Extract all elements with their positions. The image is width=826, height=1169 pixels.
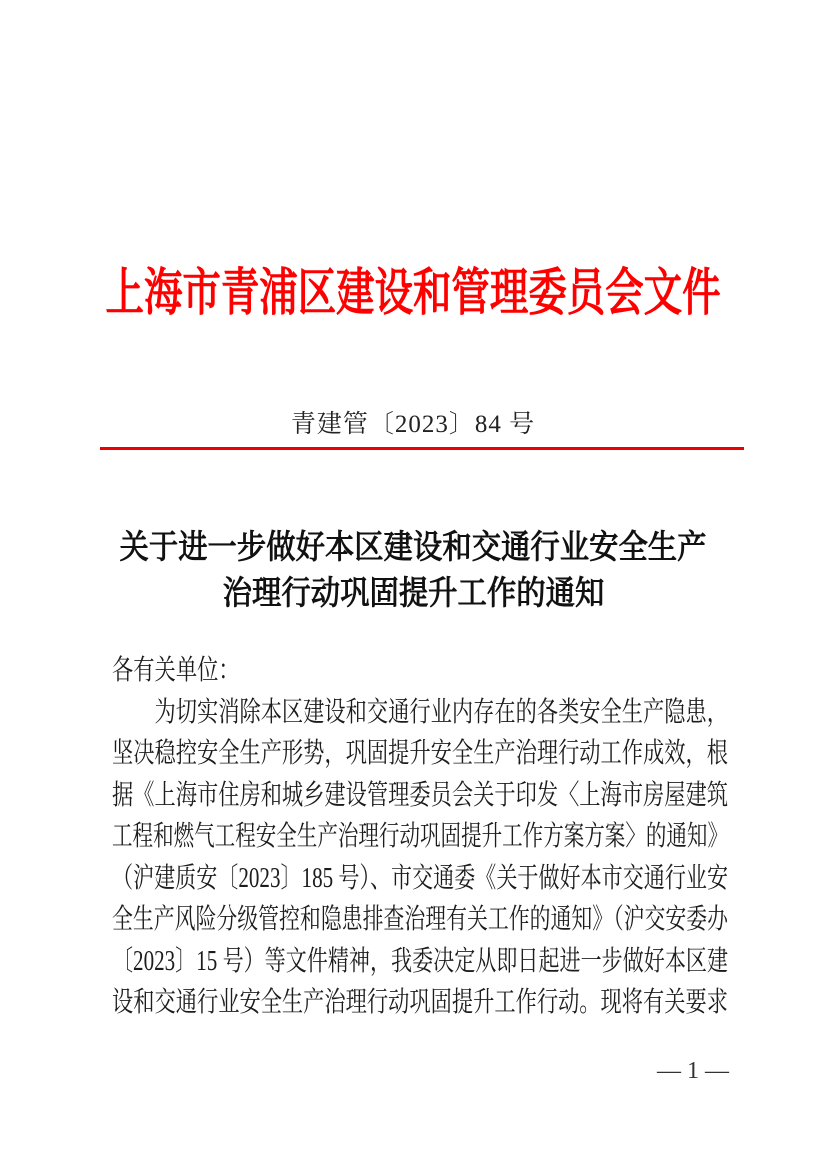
- paragraph-line-text: 为切实消除本区建设和交通行业内存在的各类安全生产隐患，: [112, 696, 729, 728]
- document-title: [0, 524, 826, 616]
- agency-letterhead: [0, 264, 826, 322]
- paragraph-line: [112, 692, 728, 734]
- paragraph-line: [112, 775, 728, 817]
- paragraph-line-text: 〔2023〕15 号）等文件精神，我委决定从即日起进一步做好本区建: [112, 945, 729, 977]
- page-number: — 1 —: [657, 1058, 729, 1084]
- paragraph-line: [112, 941, 728, 983]
- paragraph-line: [112, 982, 728, 1024]
- agency-letterhead-text: 上海市青浦区建设和管理委员会文件: [105, 264, 721, 321]
- paragraph-line-text: 据《上海市住房和城乡建设管理委员会关于印发〈上海市房屋建筑: [112, 779, 729, 811]
- document-body: [112, 650, 728, 1024]
- paragraph-line: [112, 816, 728, 858]
- document-title-line-2-text: 治理行动巩固提升工作的通知: [222, 574, 604, 611]
- paragraph-line-text: 坚决稳控安全生产形势，巩固提升安全生产治理行动工作成效，根: [112, 738, 729, 769]
- paragraph-line: [112, 733, 728, 775]
- red-divider-line: [100, 447, 744, 450]
- paragraph-line: [112, 899, 728, 941]
- document-title-line-2: [0, 570, 826, 616]
- paragraph-line: [112, 858, 728, 900]
- paragraph-lines: [112, 692, 728, 1024]
- paragraph-line-text: 设和交通行业安全生产治理行动巩固提升工作行动。现将有关要求: [112, 987, 729, 1018]
- doc-reference-number: 青建管〔2023〕84 号: [290, 411, 536, 438]
- document-title-line-1: [0, 524, 826, 570]
- salutation-line: [112, 650, 728, 692]
- document-title-line-1-text: 关于进一步做好本区建设和交通行业安全生产: [119, 528, 707, 565]
- paragraph-line-text: （沪建质安〔2023〕185 号）、市交通委《关于做好本市交通行业安: [112, 862, 729, 894]
- salutation-text: 各有关单位：: [112, 655, 240, 686]
- paragraph-line-text: 工程和燃气工程安全生产治理行动巩固提升工作方案方案〉的通知》: [112, 821, 729, 852]
- paragraph-line-text: 全生产风险分级管控和隐患排查治理有关工作的通知》（沪交安委办: [112, 904, 729, 935]
